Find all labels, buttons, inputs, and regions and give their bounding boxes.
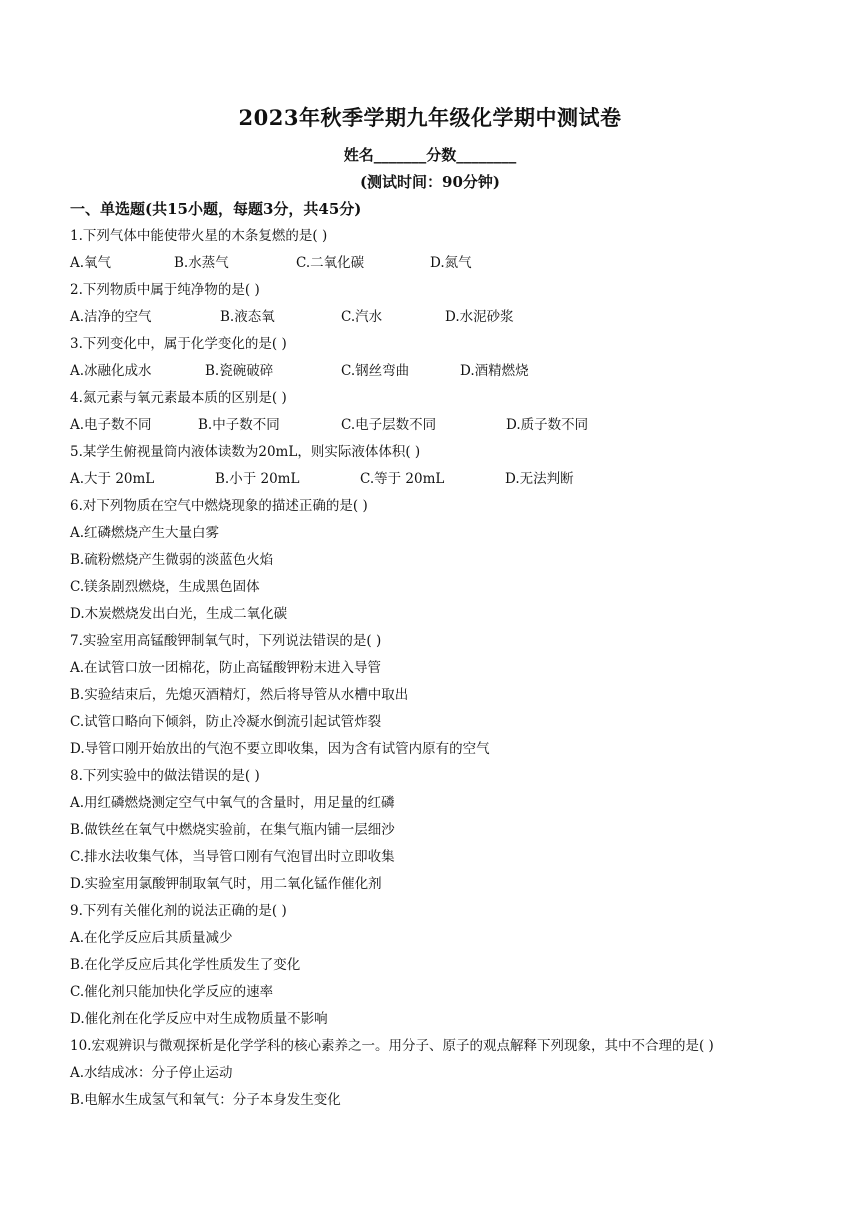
option-a: A.电子数不同: [70, 417, 152, 433]
option-a: A.氧气: [70, 255, 112, 271]
question-stem: 6.对下列物质在空气中燃烧现象的描述正确的是( ): [70, 498, 368, 514]
option-d: D.催化剂在化学反应中对生成物质量不影响: [70, 1011, 328, 1027]
question-stem: 1.下列气体中能使带火星的木条复燃的是( ): [70, 228, 328, 244]
option-c: C.试管口略向下倾斜，防止冷凝水倒流引起试管炸裂: [70, 714, 382, 730]
question-stem: 4.氮元素与氧元素最本质的区别是( ): [70, 390, 287, 406]
option-d: D.质子数不同: [506, 417, 589, 433]
option-b: B.做铁丝在氧气中燃烧实验前，在集气瓶内铺一层细沙: [70, 822, 395, 838]
option-a: A.水结成冰：分子停止运动: [70, 1065, 233, 1081]
option-a: A.冰融化成水: [70, 363, 152, 379]
option-a: A.大于 20mL: [70, 471, 155, 487]
name-score-line: 姓名_______分数________: [343, 146, 517, 164]
options-row: [70, 250, 810, 277]
question-stem: 10.宏观辨识与微观探析是化学学科的核心素养之一。用分子、原子的观点解释下列现象，其中不合理的是( ): [70, 1038, 714, 1054]
options-row: [70, 466, 810, 493]
option-c: C.二氧化碳: [296, 255, 365, 271]
option-d: D.导管口刚开始放出的气泡不要立即收集，因为含有试管内原有的空气: [70, 741, 490, 757]
section-heading: 一、单选题(共15小题，每题3分，共45分): [70, 200, 362, 218]
option-d: D.水泥砂浆: [445, 309, 514, 325]
question-stem: 5.某学生俯视量筒内液体读数为20mL，则实际液体体积( ): [70, 444, 421, 460]
options-row: [70, 358, 810, 385]
option-a: A.红磷燃烧产生大量白雾: [70, 525, 220, 541]
options-row: [70, 412, 810, 439]
option-d: D.木炭燃烧发出白光，生成二氧化碳: [70, 606, 288, 622]
option-c: C.电子层数不同: [341, 417, 437, 433]
option-c: C.排水法收集气体，当导管口刚有气泡冒出时立即收集: [70, 849, 395, 865]
option-c: C.等于 20mL: [360, 471, 445, 487]
option-d: D.氮气: [430, 255, 472, 271]
option-b: B.实验结束后，先熄灭酒精灯，然后将导管从水槽中取出: [70, 687, 409, 703]
option-a: A.用红磷燃烧测定空气中氧气的含量时，用足量的红磷: [70, 795, 395, 811]
option-b: B.液态氧: [220, 309, 275, 325]
option-b: B.水蒸气: [174, 255, 229, 271]
question-stem: 3.下列变化中，属于化学变化的是( ): [70, 336, 287, 352]
option-b: B.电解水生成氢气和氧气：分子本身发生变化: [70, 1092, 341, 1108]
question-stem: 7.实验室用高锰酸钾制氧气时，下列说法错误的是( ): [70, 633, 382, 649]
option-d: D.酒精燃烧: [460, 363, 529, 379]
option-b: B.小于 20mL: [215, 471, 300, 487]
question-stem: 9.下列有关催化剂的说法正确的是( ): [70, 903, 287, 919]
option-b: B.在化学反应后其化学性质发生了变化: [70, 957, 301, 973]
question-stem: 2.下列物质中属于纯净物的是( ): [70, 282, 260, 298]
option-c: C.镁条剧烈燃烧，生成黑色固体: [70, 579, 260, 595]
option-b: B.瓷碗破碎: [205, 363, 274, 379]
option-a: A.在试管口放一团棉花，防止高锰酸钾粉末进入导管: [70, 660, 382, 676]
option-b: B.中子数不同: [198, 417, 280, 433]
option-a: A.在化学反应后其质量减少: [70, 930, 233, 946]
option-d: D.实验室用氯酸钾制取氧气时，用二氧化锰作催化剂: [70, 876, 382, 892]
option-c: C.钢丝弯曲: [341, 363, 410, 379]
page-title: 2023年秋季学期九年级化学期中测试卷: [238, 105, 622, 130]
option-c: C.汽水: [341, 309, 383, 325]
question-list: [70, 223, 810, 1114]
question-stem: 8.下列实验中的做法错误的是( ): [70, 768, 260, 784]
option-b: B.硫粉燃烧产生微弱的淡蓝色火焰: [70, 552, 274, 568]
options-row: [70, 304, 810, 331]
option-c: C.催化剂只能加快化学反应的速率: [70, 984, 274, 1000]
option-a: A.洁净的空气: [70, 309, 152, 325]
test-time: (测试时间：90分钟): [359, 173, 501, 191]
option-d: D.无法判断: [505, 471, 574, 487]
